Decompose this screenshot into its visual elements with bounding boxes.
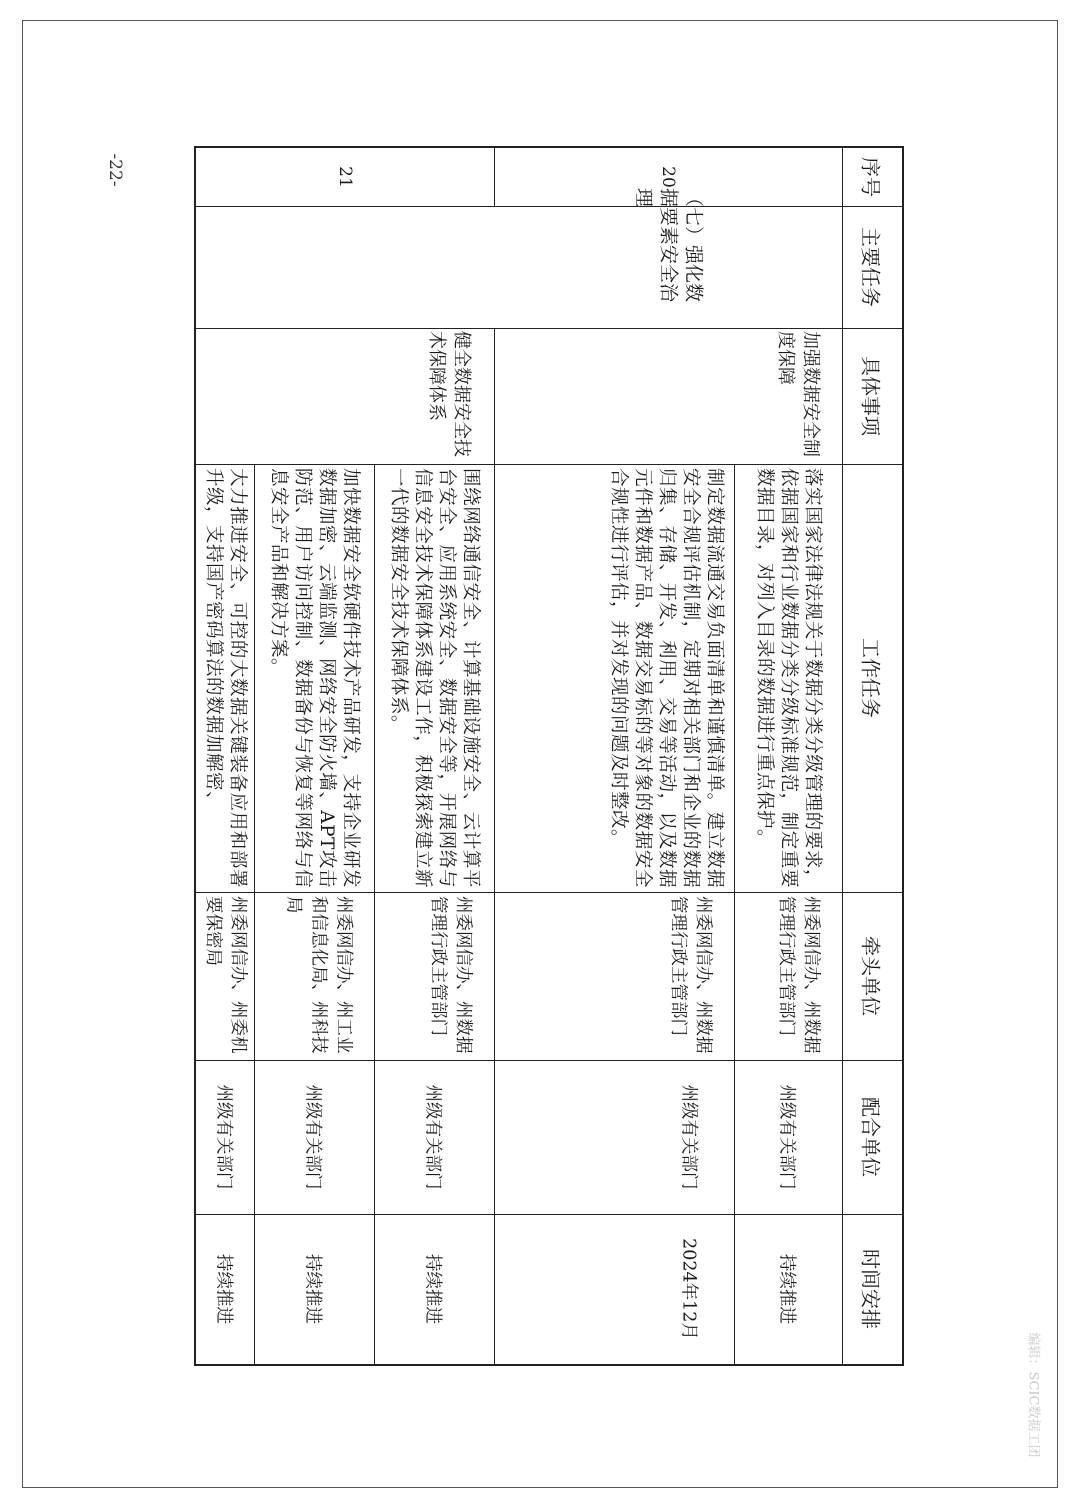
schedule-21-3: 持续推进 xyxy=(213,1254,234,1324)
lead-unit-21-1: 州委网信办、州数据管理行政主管部门 xyxy=(428,896,473,1054)
lead-unit-21-2: 州委网信办、州工业和信息化局、州科技局 xyxy=(283,896,354,1054)
work-task-21-1: 围绕网络通信安全、计算基础设施安全、云计算平台安全、应用系统安全、数据安全等，开展网络与信息安全技术保障体系建设工作，积极探索建立新一代的数据安全技术保障体系。 xyxy=(388,468,481,888)
schedule-20-1: 持续推进 xyxy=(776,1254,797,1324)
header-specific-item: 具体事项 xyxy=(858,356,883,436)
header-work-task: 工作任务 xyxy=(858,638,883,718)
seq-20: 20 xyxy=(658,166,678,188)
header-schedule: 时间安排 xyxy=(858,1249,883,1329)
coop-unit-20-1: 州级有关部门 xyxy=(776,1084,797,1190)
schedule-21-2: 持续推进 xyxy=(302,1254,323,1324)
header-seq: 序号 xyxy=(858,157,883,197)
schedule-21-1: 持续推进 xyxy=(422,1254,443,1324)
coop-unit-21-1: 州级有关部门 xyxy=(422,1084,443,1190)
seq-21: 21 xyxy=(335,166,355,188)
lead-unit-21-3: 州委网信办、州委机要保密局 xyxy=(203,896,248,1054)
work-task-20-1: 落实国家法律法规关于数据分类分级管理的要求，依据国家和行业数据分类分级标准规范，制定重要数据目录，对列入目录的数据进行重点保护。 xyxy=(754,468,823,888)
header-main-task: 主要任务 xyxy=(858,227,883,307)
coop-unit-20-2: 州级有关部门 xyxy=(678,1084,699,1190)
coop-unit-21-3: 州级有关部门 xyxy=(213,1084,234,1190)
main-task: （七）强化数据要素安全治理 xyxy=(632,188,705,303)
specific-item-21: 健全数据安全技术保障体系 xyxy=(426,331,472,457)
lead-unit-20-2: 州委网信办、州数据管理行政主管部门 xyxy=(668,896,713,1054)
work-task-21-3: 大力推进安全、可控的大数据关键装备应用和部署升级，支持国产密码算法的数据加解密、 xyxy=(203,468,248,888)
work-task-20-2: 制定数据流通交易负面清单和谨慎清单。建立数据安全合规评估机制，定期对相关部门和企业的数据归集、存储、开发、利用、交易等活动，以及数据元件和数据产品、数据交易标的等对象的数据安全合规性进行评估，并对发现的问题及时整改。 xyxy=(608,468,725,888)
page-number: -22- xyxy=(105,153,125,187)
lead-unit-20-1: 州委网信办、州数据管理行政主管部门 xyxy=(776,896,821,1054)
watermark: 编辑：SCIC数据工团 xyxy=(1025,1332,1041,1458)
header-lead-unit: 牵头单位 xyxy=(858,936,883,1016)
schedule-20-2: 2024年12月 xyxy=(678,1238,699,1340)
coop-unit-21-2: 州级有关部门 xyxy=(302,1084,323,1190)
specific-item-20: 加强数据安全制度保障 xyxy=(775,331,821,457)
task-table xyxy=(194,146,904,1366)
work-task-21-2: 加快数据安全软硬件技术产品研发，支持企业研发数据加密、云端监测、网络安全防火墙、APT攻击防范、用户访问控制、数据备份与恢复等网络与信息安全产品和解决方案。 xyxy=(268,468,361,888)
header-coop-unit: 配合单位 xyxy=(858,1097,883,1177)
